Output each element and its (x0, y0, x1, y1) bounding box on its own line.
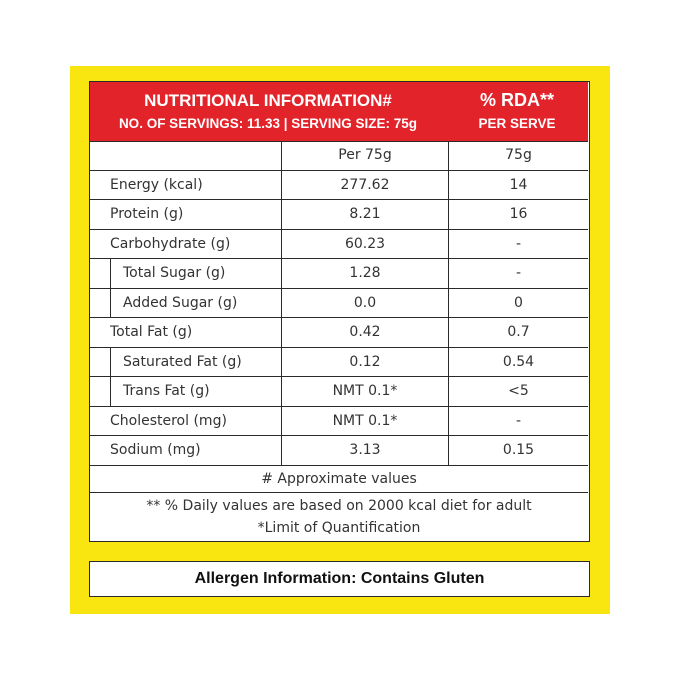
per-amount-header: Per 75g (281, 141, 448, 170)
rda-value: 0.7 (448, 318, 588, 347)
nutrient-label: Total Sugar (g) (123, 265, 226, 282)
rda-value: <5 (448, 377, 588, 406)
table-row (90, 348, 588, 378)
rda-subtitle: PER SERVE (478, 116, 556, 131)
rda-value: 14 (448, 171, 588, 200)
per-amount-value: 0.12 (281, 348, 448, 377)
nutrient-label: Trans Fat (g) (123, 383, 210, 400)
table-row (90, 318, 588, 348)
nutrient-label: Cholesterol (mg) (110, 412, 227, 429)
nutrient-label: Added Sugar (g) (123, 294, 238, 311)
nutrient-label: Saturated Fat (g) (123, 353, 242, 370)
per-amount-value: 277.62 (281, 171, 448, 200)
rda-value: - (448, 407, 588, 436)
nutrient-label: Sodium (mg) (110, 442, 201, 459)
rda-value: 0 (448, 289, 588, 318)
column-header-row (90, 141, 588, 171)
per-amount-value: 0.42 (281, 318, 448, 347)
header-title: NUTRITIONAL INFORMATION# (144, 91, 392, 110)
per-amount-value: NMT 0.1* (281, 407, 448, 436)
table-row (90, 259, 588, 289)
table-row (90, 230, 588, 260)
rda-value: - (448, 230, 588, 259)
per-amount-value: 0.0 (281, 289, 448, 318)
per-amount-value: NMT 0.1* (281, 377, 448, 406)
table-row (90, 407, 588, 437)
header-subtitle: NO. OF SERVINGS: 11.33 | SERVING SIZE: 75g (118, 116, 418, 131)
table-row (90, 200, 588, 230)
rda-value: - (448, 259, 588, 288)
per-amount-value: 3.13 (281, 436, 448, 465)
allergen-info: Allergen Information: Contains Gluten (89, 561, 590, 597)
table-row (90, 289, 588, 319)
rda-amount-header: 75g (448, 141, 588, 170)
nutrient-label: Protein (g) (110, 206, 184, 223)
table-row (90, 436, 588, 466)
nutrient-label: Carbohydrate (g) (110, 235, 231, 252)
limit-note: *Limit of Quantification (257, 520, 421, 536)
approximate-row (90, 466, 588, 493)
rda-value: 16 (448, 200, 588, 229)
blank-cell (90, 141, 281, 170)
rda-title: % RDA** (479, 90, 554, 110)
nutrient-label: Energy (kcal) (110, 176, 203, 193)
approximate-note: # Approximate values (261, 471, 417, 487)
nutrition-table (89, 81, 590, 542)
nutrient-label: Total Fat (g) (110, 324, 193, 341)
rda-value: 0.54 (448, 348, 588, 377)
table-row (90, 377, 588, 407)
daily-values-note: ** % Daily values are based on 2000 kcal diet for adult (146, 498, 532, 514)
nutrition-header (90, 82, 588, 142)
rda-value: 0.15 (448, 436, 588, 465)
per-amount-value: 1.28 (281, 259, 448, 288)
per-amount-value: 8.21 (281, 200, 448, 229)
per-amount-value: 60.23 (281, 230, 448, 259)
table-row (90, 171, 588, 201)
